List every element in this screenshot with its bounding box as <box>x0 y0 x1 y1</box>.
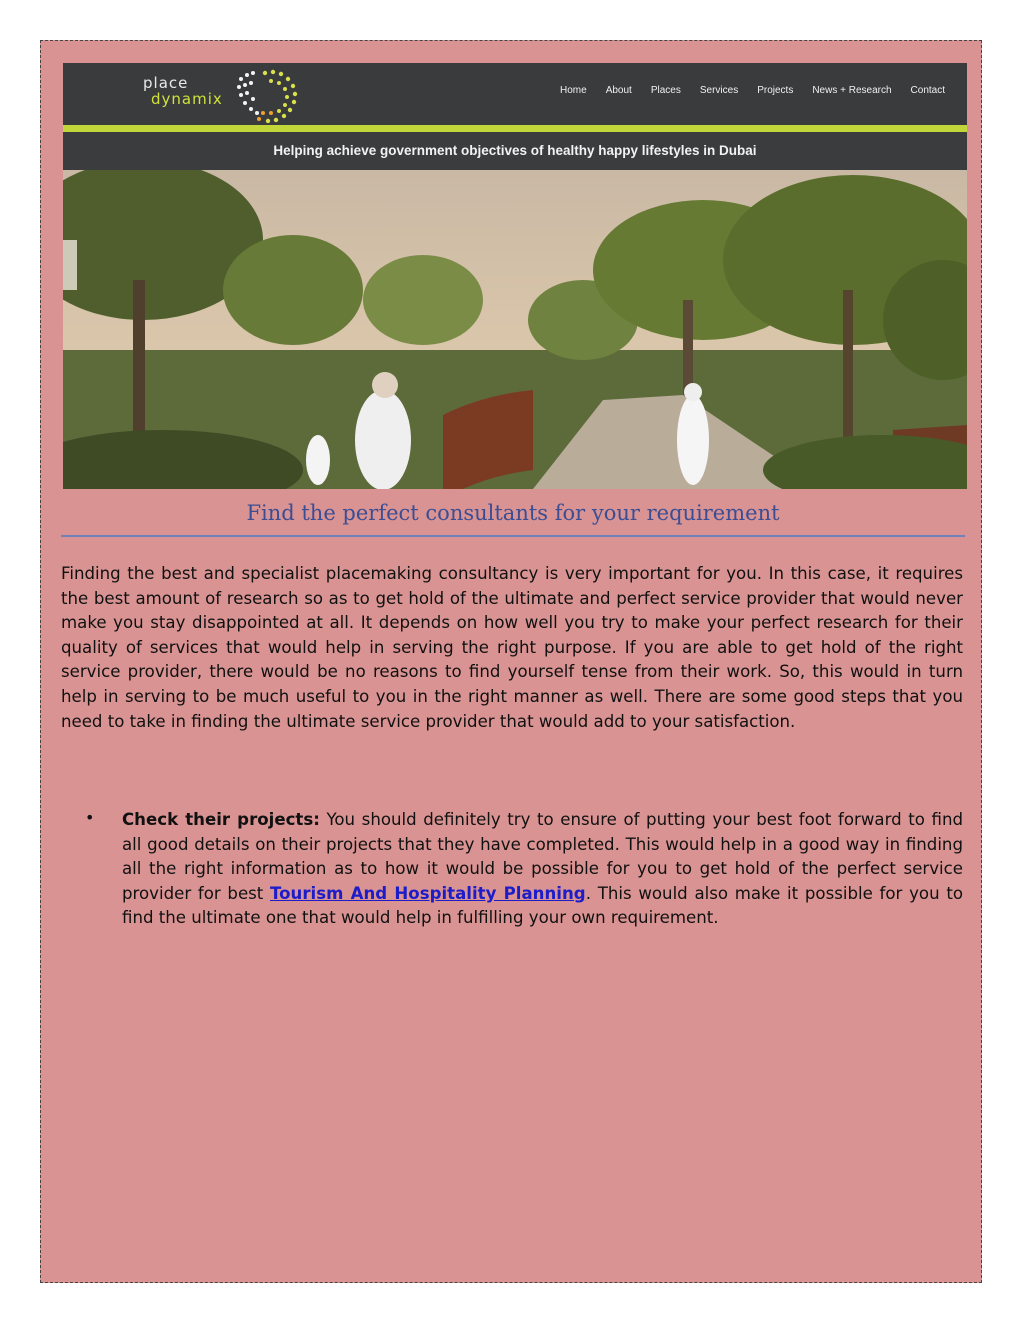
page-frame <box>40 40 982 1283</box>
nav-places[interactable]: Places <box>650 85 681 96</box>
tagline-bar <box>63 132 967 170</box>
logo-line1: place <box>143 74 189 92</box>
item-title: Check their projects: <box>122 810 320 829</box>
nav-home[interactable]: Home <box>560 85 587 96</box>
intro-paragraph: Finding the best and specialist placemaking consultancy is very important for you. In this case, it requires the best amount of research so as to get hold of the ultimate and perfect service provider that would never make you stay disappointed at all. It depends on how well you try to make your perfect research for their quality of services that would help in serving the right purpose. If you are able to get hold of the right service provider, there would be no reasons to find yourself tense from their work. So, this would in turn help in serving to be much useful to you in the right manner as well. There are some good steps that you need to take in finding the ultimate service provider that would add to your satisfaction. <box>61 564 963 731</box>
park-photo <box>63 170 967 489</box>
item-text-before: You should definitely try to ensure of putting your best foot forward to find all good details on their projects that they have completed. This would help in a good way in finding all the right information as to how it would be possible for you to get hold of the perfect service provider for best <box>122 810 963 903</box>
bullet-icon: • <box>85 808 95 827</box>
nav-projects[interactable]: Projects <box>757 85 794 96</box>
item-text-after: . This would also make it possible for you to find the ultimate one that would help in fulfilling your own requirement. <box>122 883 963 928</box>
logo-dots-icon <box>231 69 361 129</box>
list-item <box>122 808 963 931</box>
nav-contact[interactable]: Contact <box>910 85 945 96</box>
accent-line <box>63 125 967 132</box>
site-nav <box>560 85 945 96</box>
tourism-planning-link[interactable]: Tourism And Hospitality Planning <box>270 883 586 903</box>
article-heading: Find the perfect consultants for your requirement <box>246 501 780 525</box>
site-logo[interactable] <box>143 73 363 123</box>
site-navbar <box>63 63 967 125</box>
nav-about[interactable]: About <box>605 85 632 96</box>
heading-rule <box>61 535 965 537</box>
tagline: Helping achieve government objectives of healthy happy lifestyles in Dubai <box>273 143 757 158</box>
logo-line2: dynamix <box>151 90 223 108</box>
nav-news-research[interactable]: News + Research <box>812 85 892 96</box>
website-screenshot <box>63 63 967 489</box>
logo-wordmark <box>143 75 223 107</box>
nav-services[interactable]: Services <box>699 85 739 96</box>
